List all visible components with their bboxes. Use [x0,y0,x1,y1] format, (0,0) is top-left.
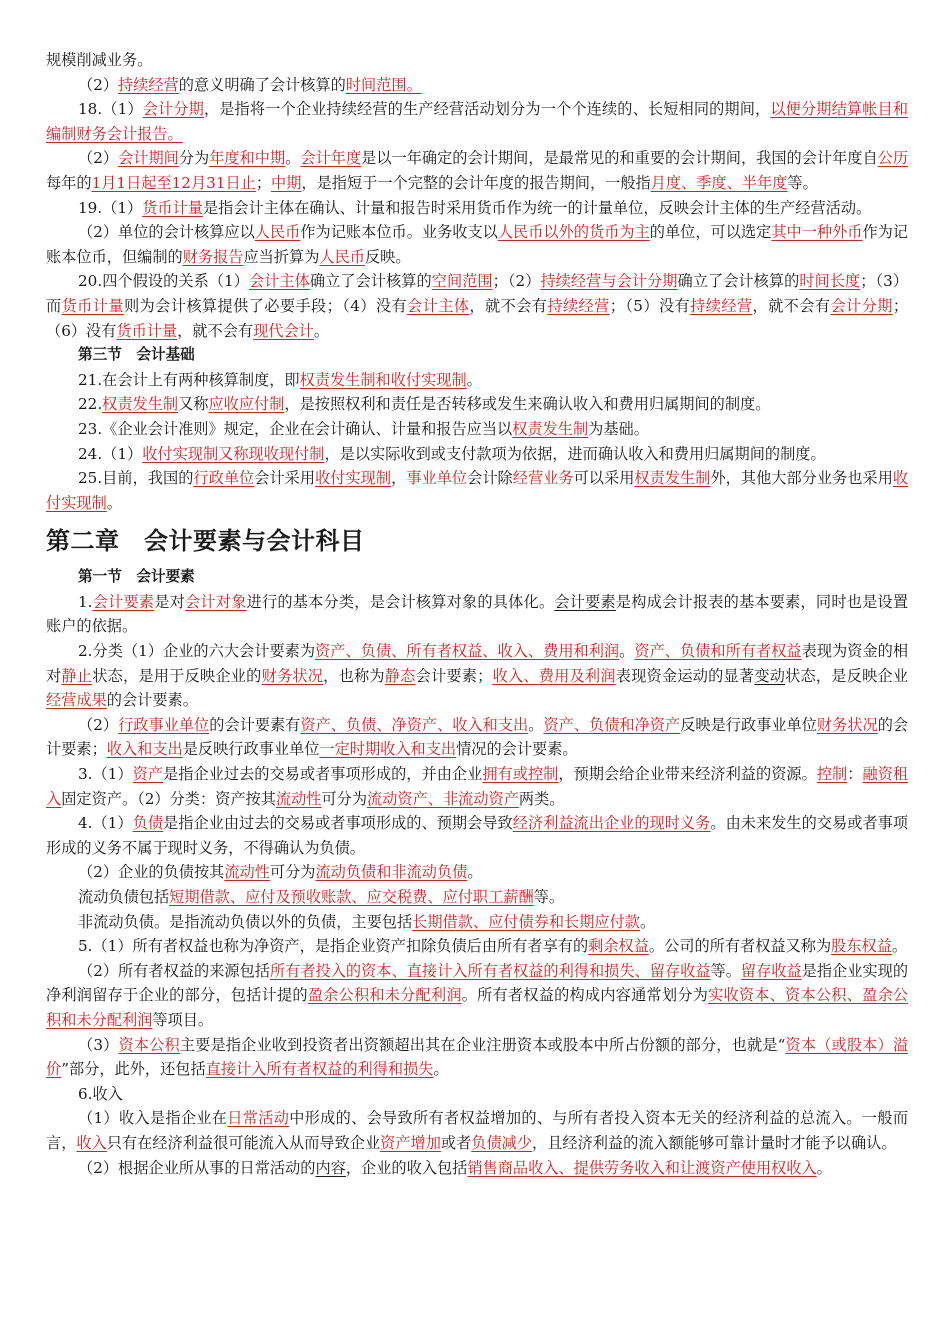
key-term: 行政单位 [193,469,255,488]
text-run: （2）根据企业所从事的日常活动的 [78,1158,316,1177]
key-term: 留存收益 [740,961,802,980]
key-term: 股东权益 [831,937,892,956]
text-run: 分为 [178,149,210,168]
text-run: 。 [619,642,635,661]
text-run: 3.（1） [78,765,133,784]
text-run: 。 [285,149,301,168]
text-run: 。 [639,912,656,931]
key-term: 资产 [132,765,164,784]
key-term: 会计主体 [407,296,470,315]
text-run: 。 [467,863,483,882]
text-run: 6.收入 [78,1084,123,1103]
key-term: 中期 [271,173,302,192]
text-run: 24.（1） [78,444,143,463]
key-term: 拥有或控制 [482,765,559,784]
text-run: （1）收入是指企业在 [78,1109,228,1128]
key-term: 流动性 [224,863,270,882]
key-term: 行政事业单位 [118,715,210,734]
key-term: 资产、负债、净资产、收入和支出 [300,715,529,734]
key-term: 日常活动 [227,1109,290,1128]
text-run: 状态，是用于反映企业的 [92,666,262,685]
underlined-text: 内容 [315,1158,346,1177]
text-run: 是构成会计报表的基本要素，同时也是设置账户的依据。 [46,592,909,636]
underlined-text: 会计要素 [554,592,616,611]
key-term: 1月1日起至12月31日止 [91,173,256,192]
key-term: 经营业务 [512,469,574,488]
text-run: ；（6）没有 [46,296,908,340]
text-run: 是指企业过去的交易或者事项形成的，并由企业 [163,765,483,784]
paragraph [46,48,908,73]
text-run: 25.目前，我国的 [78,469,194,488]
key-term: 资产、负债、所有者权益、收入、费用和利润 [315,642,620,661]
key-term: 收入、费用及利润 [492,666,616,685]
paragraph [46,97,908,146]
text-run: 作为记账本位币，但编制的 [46,223,909,266]
paragraph [46,713,908,762]
key-term: 流动性 [275,789,322,808]
key-term: 月度、季度、半年度 [650,173,788,192]
key-term: 静止 [61,666,93,685]
key-term: 经营成果 [46,691,107,710]
text-run: ， [391,469,407,488]
text-run: ，企业的收入包括 [345,1158,468,1177]
key-term: 会计主体 [248,272,310,291]
key-term: 时间长度 [799,272,861,291]
text-run: 可分为 [321,789,368,808]
paragraph [46,196,908,221]
key-term: 现代会计 [253,321,314,340]
text-run: （3） [78,1035,119,1054]
text-run: 5.（1）所有者权益也称为净资产，是指企业资产扣除负债后由所有者享有的 [78,937,589,956]
key-term: 持续经营 [118,75,179,94]
paragraph [46,762,908,811]
key-term: 持续经营与会计分期 [540,272,678,291]
key-term: 公历 [877,149,909,168]
paragraph [46,811,908,860]
key-term: 资产、负债和所有者权益 [634,642,802,661]
text-run: 。 [433,1060,449,1079]
key-term: 空间范围 [431,272,493,291]
text-run: 等。 [787,173,818,192]
text-run: 情况的会计要素。 [456,740,578,759]
section-heading [46,565,908,590]
text-run: ： [847,765,863,784]
key-term: 货币计量 [61,296,124,315]
paragraph [46,1156,908,1181]
text-run: 非流动负债。是指流动负债以外的负债，主要包括 [78,912,413,931]
key-term: 权责发生制和收付实现制 [299,370,467,389]
text-run: （2）单位的会计核算应以 [78,223,255,242]
key-term: 会计对象 [185,592,247,611]
text-run: 主要是指企业收到投资者出资额超出其在企业注册资本或股本中所占份额的部分，也就是“ [179,1035,786,1054]
key-term: 流动负债和非流动负债 [315,863,468,882]
text-run: ，也称为 [323,666,385,685]
key-term: 收入 [76,1133,107,1152]
key-term: 资产增加 [380,1133,441,1152]
text-run: 是指企业由过去的交易或者事项形成的、预期会导致 [163,814,513,833]
text-run: 可分为 [269,863,316,882]
paragraph [46,73,908,98]
text-run: 。 [313,321,330,340]
text-run: 的会计要素。 [106,691,198,710]
text-run: 的意义明确了会计核算的 [178,75,346,94]
text-run: 确立了会计核算的 [309,272,432,291]
text-run: 表现为资金的相对 [46,642,909,685]
key-term: 人民币以外的货币为主 [497,223,650,242]
text-run: 。 [106,493,122,512]
paragraph [46,934,908,959]
text-run: 应当折算为 [243,247,320,266]
key-term: 以便分期结算帐目和编制财务会计报告。 [46,100,909,143]
text-run: 。所有者权益的构成内容通常划分为 [461,986,709,1005]
text-run: 可以采用 [573,469,635,488]
paragraph [46,639,908,713]
text-run: （2） [78,149,119,168]
key-term: 财务状况 [816,715,878,734]
text-run: ； [255,173,272,192]
text-run: 。 [891,937,908,956]
text-run: 。 [528,715,544,734]
text-run: 每年的 [46,173,92,192]
text-run: 是对 [154,592,186,611]
key-term: 实收资本、资本公积、盈余公积和未分配利润 [46,986,909,1029]
key-term: 年度和中期 [209,149,286,168]
key-term: 短期借款、应付及预收账款、应交税费、应付职工薪酬 [169,888,534,906]
text-run: 规模削减业务。 [46,51,153,69]
key-term: 权责发生制 [512,419,589,438]
text-run: ，就不会有 [177,321,254,340]
key-term: 直接计入所有者权益的利得和损失 [205,1060,434,1079]
key-term: 一定时期收入和支出 [319,740,457,759]
text-run: ，是以实际收到或支付款项为依据，进而确认收入和费用归属期间的制度。 [324,444,826,463]
paragraph [46,1106,908,1155]
paragraph [46,442,908,467]
key-term: 销售商品收入、提供劳务收入和让渡资产使用权收入 [467,1158,817,1177]
text-run: ，且经济利益的流入额能够可靠计量时才能予以确认。 [532,1133,897,1152]
text-run: 是以一年确定的会计期间，是最常见的和重要的会计期间，我国的会计年度自 [361,149,878,168]
key-term: 权责发生制 [102,395,179,414]
text-run: 会计采用 [254,469,316,488]
text-run: 作为记账本位币。业务收支以 [300,223,498,242]
text-run: 18.（1） [78,100,143,119]
key-term: 剩余权益 [588,937,649,956]
key-term: 资本公积 [118,1035,180,1054]
text-run: 20.四个假设的关系（1） [78,272,249,291]
text-run: 进行的基本分类，是会计核算对象的具体化。 [246,592,555,611]
key-term: 货币计量 [116,321,178,340]
text-run: ，是指短于一个完整的会计年度的报告期间，一般指 [301,173,651,192]
text-run: 是反映行政事业单位 [182,740,320,759]
text-run: 两类。 [518,789,565,808]
section-heading [46,343,908,368]
key-term: 所有者投入的资本、直接计入所有者权益的利得和损失、留存收益 [269,961,711,980]
text-run: ，预期会给企业带来经济利益的资源。 [558,765,817,784]
key-term: 财务状况 [261,666,324,685]
text-run: ”部分，此外，还包括 [61,1060,206,1079]
text-run: 反映。 [364,247,411,266]
key-term: 长期借款、应付债券和长期应付款 [412,912,640,931]
text-run: 。公司的所有者权益又称为 [648,937,832,956]
document-body [46,48,908,1180]
underlined-text: 变动 [754,666,786,685]
key-term: 经济利益流出企业的现时义务 [512,814,711,833]
text-run: 。 [466,370,482,389]
text-run: 第一节 会计要素 [78,568,195,586]
text-run: 则为会计核算提供了必要手段；（4）没有 [123,296,408,315]
key-term: 人民币 [319,247,365,266]
key-term: 盈余公积和未分配利润 [307,986,462,1005]
key-term: 资产、负债和净资产 [543,715,681,734]
paragraph [46,392,908,417]
paragraph [46,860,908,885]
key-term: 静态 [384,666,416,685]
paragraph [46,417,908,442]
key-term: 人民币 [254,223,301,242]
key-term: 权责发生制 [634,469,711,488]
paragraph [46,910,908,935]
text-run: 流动负债包括 [78,888,170,906]
text-run: ，是指将一个企业持续经营的生产经营活动划分为一个个连续的、长短相同的期间， [203,100,771,119]
text-run: 状态，是反映企业 [785,666,909,685]
key-term: 其中一种外币 [771,223,863,242]
key-term: 会计年度 [300,149,362,168]
text-run: 4.（1） [78,814,133,833]
text-run: ，就不会有 [469,296,548,315]
key-term: 负债减少 [471,1133,532,1152]
text-run: ；（2） [492,272,541,291]
paragraph [46,1082,908,1107]
key-term: 控制 [816,765,848,784]
text-run: （2） [78,715,119,734]
text-run: 21.在会计上有两种核算制度，即 [78,370,300,389]
key-term: 时间范围。 [345,75,422,94]
key-term: 会计分期 [830,296,893,315]
text-run: （2） [78,75,119,94]
text-run: 是指会计主体在确认、计量和报告时采用货币作为统一的计量单位，反映会计主体的生产经营活动。 [202,198,872,217]
paragraph [46,885,908,910]
key-term: 会计要素 [92,592,155,611]
text-run: 第三节 会计基础 [78,346,195,364]
key-term: 持续经营 [690,296,753,315]
text-run: ；（5）没有 [609,296,691,315]
paragraph [46,368,908,393]
text-run: 只有在经济利益很可能流入从而导致企业 [106,1133,381,1152]
paragraph [46,959,908,1033]
paragraph [46,146,908,195]
key-term: 会计期间 [118,149,179,168]
text-run: 19.（1） [78,198,143,217]
chapter-heading [46,521,908,561]
text-run: 。 [816,1158,832,1177]
text-run: 会计除 [467,469,513,488]
key-term: 持续经营 [547,296,610,315]
text-run: 。由未来发生的交易或者事项形成的义务不属于现时义务，不得确认为负债。 [46,814,909,857]
text-run: （2）所有者权益的来源包括 [78,961,270,980]
key-term: 资本（或股本）溢价 [46,1035,909,1079]
text-run: 固定资产。（2）分类：资产按其 [61,789,276,808]
text-run: 会计要素； [415,666,493,685]
paragraph [46,590,908,639]
text-run: 等项目。 [152,1010,214,1029]
key-term: 收付实现制又称现收现付制 [142,444,325,463]
key-term: 会计分期 [142,100,204,119]
paragraph [46,269,908,343]
key-term: 收入和支出 [106,740,183,759]
text-run: 反映是行政事业单位 [680,715,817,734]
text-run: 确立了会计核算的 [677,272,800,291]
text-run: 等。 [533,888,564,906]
text-run: 第二章 会计要素与会计科目 [46,527,365,556]
key-term: 财务报告 [182,247,244,266]
text-run: ，就不会有 [752,296,831,315]
text-run: 的会计要素； [46,715,909,759]
text-run: 22. [78,395,103,414]
text-run: 1. [78,592,93,611]
text-run: 外，其他大部分业务也采用 [710,469,893,488]
key-term: 收付实现制 [46,469,909,512]
key-term: 货币计量 [142,198,203,217]
text-run: 又称 [178,395,209,414]
paragraph [46,1033,908,1082]
key-term: 收付实现制 [315,469,392,488]
key-term: 应收应付制 [208,395,285,414]
text-run: 表现资金运动的显著 [615,666,755,685]
text-run: ；（3）而 [46,272,909,315]
paragraph [46,220,908,269]
text-run: 2.分类（1）企业的六大会计要素为 [78,642,316,661]
text-run: 的会计要素有 [209,715,301,734]
text-run: 或者 [440,1133,472,1152]
text-run: 中形成的、会导致所有者权益增加的、与所有者投入资本无关的经济利益的总流入。一般而言， [46,1109,909,1152]
key-term: 流动资产、非流动资产 [367,789,519,808]
text-run: 是指企业实现的净利润留存于企业的部分，包括计提的 [46,961,909,1005]
text-run: 等。 [710,961,741,980]
text-run: （2）企业的负债按其 [78,863,225,882]
text-run: 的单位，可以选定 [649,223,772,242]
text-run: ，是按照权利和责任是否转移或发生来确认收入和费用归属期间的制度。 [284,395,771,414]
key-term: 事业单位 [406,469,468,488]
text-run: 为基础。 [588,419,649,438]
key-term: 负债 [132,814,164,833]
key-term: 融资租入 [46,765,909,808]
paragraph [46,466,908,515]
text-run: 23.《企业会计准则》规定，企业在会计确认、计量和报告应当以 [78,419,513,438]
